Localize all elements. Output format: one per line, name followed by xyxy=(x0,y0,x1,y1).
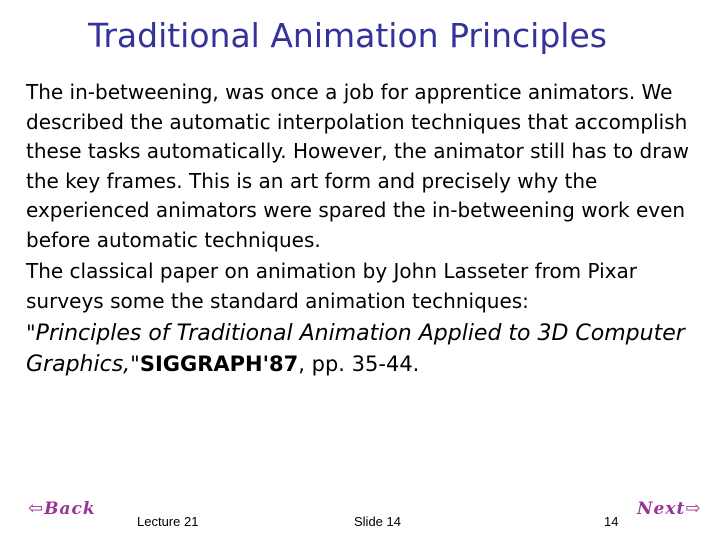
next-button[interactable] xyxy=(637,498,701,519)
right-arrow-icon: ⇨ xyxy=(685,498,702,519)
footer-slide: Slide 14 xyxy=(354,514,401,529)
reference-paper-title: Principles of Traditional Animation Applied to 3D Computer Graphics, xyxy=(26,321,685,377)
body-paragraph-intro: The in-betweening, was once a job for apprentice animators. We described the automatic interpolation techniques that accomplish these tasks automatically. However, the animator still has to draw the key frames. This is an art form and precisely why the experienced animators were spared the in-betweening work even before automatic techniques. xyxy=(26,80,690,252)
body-paragraph-lasseter: The classical paper on animation by John Lasseter from Pixar surveys some the standard animation techniques: xyxy=(26,259,638,313)
reference-pages: , pp. 35-44. xyxy=(298,352,420,376)
footer-lecture: Lecture 21 xyxy=(137,514,199,529)
back-label: Back xyxy=(44,499,96,519)
reference-venue: SIGGRAPH'87 xyxy=(139,352,299,376)
reference-close-quote: " xyxy=(130,352,140,376)
footer-page-number: 14 xyxy=(604,514,619,529)
reference-open-quote: " xyxy=(26,321,36,345)
back-button[interactable] xyxy=(28,498,96,519)
slide-title: Traditional Animation Principles xyxy=(88,16,607,55)
left-arrow-icon: ⇦ xyxy=(28,498,45,519)
next-label: Next xyxy=(637,499,686,519)
slide-body xyxy=(26,78,706,316)
paper-reference xyxy=(26,318,716,380)
